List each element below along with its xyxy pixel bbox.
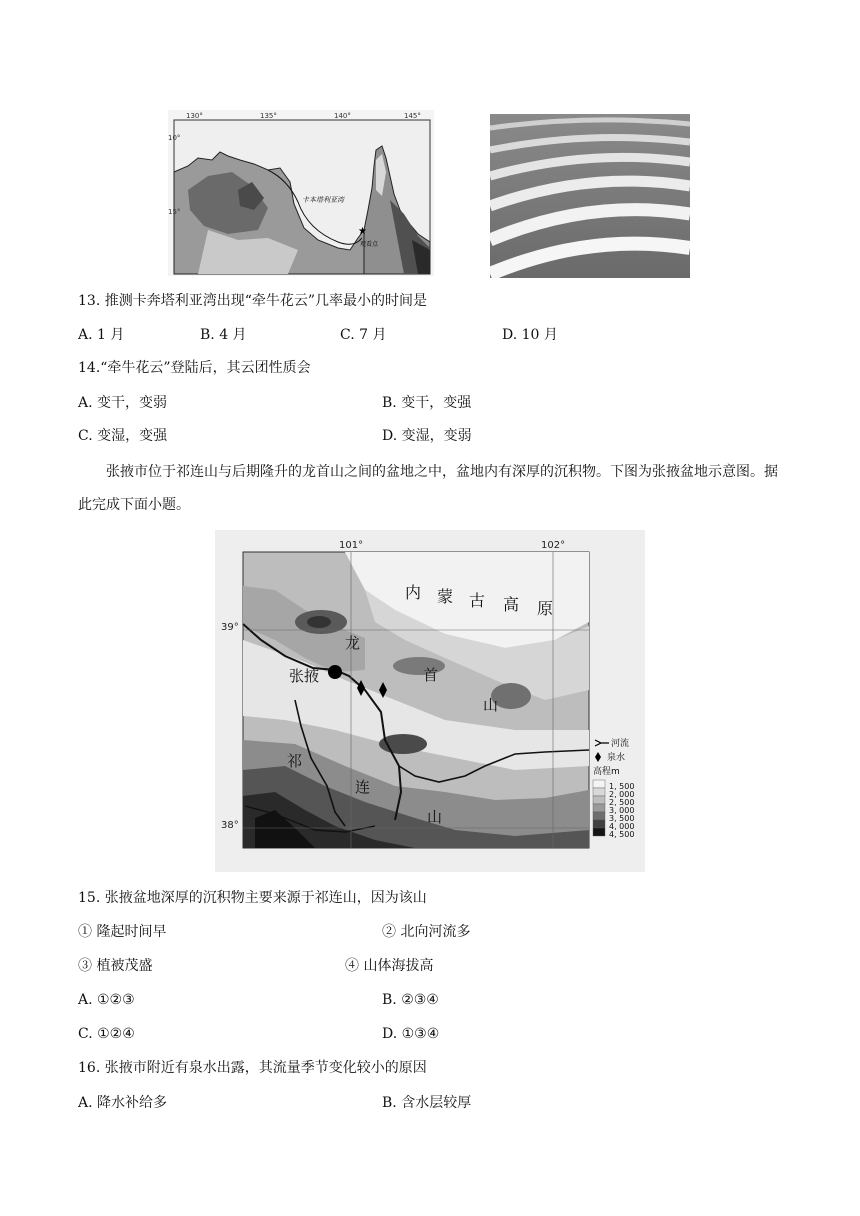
map2-lon-102: 102° (541, 540, 566, 551)
city-label: 张掖 (289, 667, 320, 685)
plateau-char-3: 古 (469, 591, 486, 610)
q15-stem: 15. 张掖盆地深厚的沉积物主要来源于祁连山，因为该山 (78, 890, 427, 906)
map1-lon-135: 135° (260, 112, 277, 120)
qilian-char-1: 祁 (287, 752, 303, 770)
q13-option-a[interactable]: A. 1 月 (78, 327, 125, 343)
qilian-char-3: 山 (427, 808, 443, 826)
map1-lon-130: 130° (186, 112, 203, 120)
legend-level-4: 3, 000 (609, 806, 635, 815)
plateau-char-4: 高 (503, 595, 520, 614)
legend-river: 河流 (611, 739, 630, 749)
q14-option-d[interactable]: D. 变湿，变弱 (382, 428, 472, 444)
legend-level-1: 1, 500 (609, 782, 635, 791)
legend-level-3: 2, 500 (609, 798, 635, 807)
q13-option-d[interactable]: D. 10 月 (502, 327, 558, 343)
map2-lon-101: 101° (339, 540, 364, 551)
q15-option-b[interactable]: B. ②③④ (382, 992, 439, 1008)
zhangye-basin-map (215, 530, 645, 872)
viewing-point-label: 观看点 (360, 241, 379, 248)
legend-level-7: 4, 500 (609, 830, 635, 839)
qilian-char-2: 连 (355, 778, 371, 796)
map1-lat-15: 15° (168, 208, 181, 216)
passage-text: 张掖市位于祁连山与后期隆升的龙首山之间的盆地之中，盆地内有深厚的沉积物。下图为张掖盆地示意图。据此完成下面小题。 (78, 464, 778, 513)
longshou-char-2: 首 (423, 666, 439, 684)
legend-spring: 泉水 (607, 753, 626, 763)
map2-lat-38: 38° (221, 820, 239, 831)
q15-item-1: ① 隆起时间早 (78, 924, 167, 940)
morning-glory-cloud-photo (490, 114, 690, 278)
plateau-char-5: 原 (537, 599, 554, 618)
legend-elevation-title: 高程m (593, 767, 620, 777)
legend-level-5: 3, 500 (609, 814, 635, 823)
legend-level-6: 4, 000 (609, 822, 635, 831)
map1-lat-10: 10° (168, 134, 181, 142)
map1-lon-145: 145° (404, 112, 421, 120)
gulf-map (168, 110, 434, 276)
q15-option-c[interactable]: C. ①②④ (78, 1026, 135, 1042)
q14-option-c[interactable]: C. 变湿，变强 (78, 428, 168, 444)
longshou-char-1: 龙 (345, 634, 361, 652)
q15-option-a[interactable]: A. ①②③ (78, 992, 135, 1008)
q15-item-2: ② 北向河流多 (382, 924, 471, 940)
plateau-char-2: 蒙 (437, 587, 454, 606)
gulf-label: 卡本塔利亚湾 (302, 196, 344, 204)
plateau-char-1: 内 (405, 583, 422, 602)
longshou-char-3: 山 (483, 696, 499, 714)
legend-level-2: 2, 000 (609, 790, 635, 799)
q15-item-3: ③ 植被茂盛 (78, 958, 153, 974)
q15-item-4: ④ 山体海拔高 (345, 958, 434, 974)
q16-stem: 16. 张掖市附近有泉水出露，其流量季节变化较小的原因 (78, 1060, 427, 1076)
q14-stem: 14.“牵牛花云”登陆后，其云团性质会 (78, 360, 311, 376)
q15-option-d[interactable]: D. ①③④ (382, 1026, 440, 1042)
star-icon: ★ (358, 226, 367, 237)
passage (78, 456, 782, 522)
q16-option-a[interactable]: A. 降水补给多 (78, 1095, 168, 1111)
q14-option-a[interactable]: A. 变干，变弱 (78, 395, 168, 411)
q14-option-b[interactable]: B. 变干，变强 (382, 395, 472, 411)
map1-lon-140: 140° (334, 112, 351, 120)
q13-stem: 13. 推测卡奔塔利亚湾出现“牵牛花云”几率最小的时间是 (78, 293, 428, 309)
city-dot-icon (328, 665, 342, 679)
q16-option-b[interactable]: B. 含水层较厚 (382, 1095, 472, 1111)
q13-option-b[interactable]: B. 4 月 (200, 327, 247, 343)
q13-option-c[interactable]: C. 7 月 (340, 327, 387, 343)
map2-lat-39: 39° (221, 622, 239, 633)
